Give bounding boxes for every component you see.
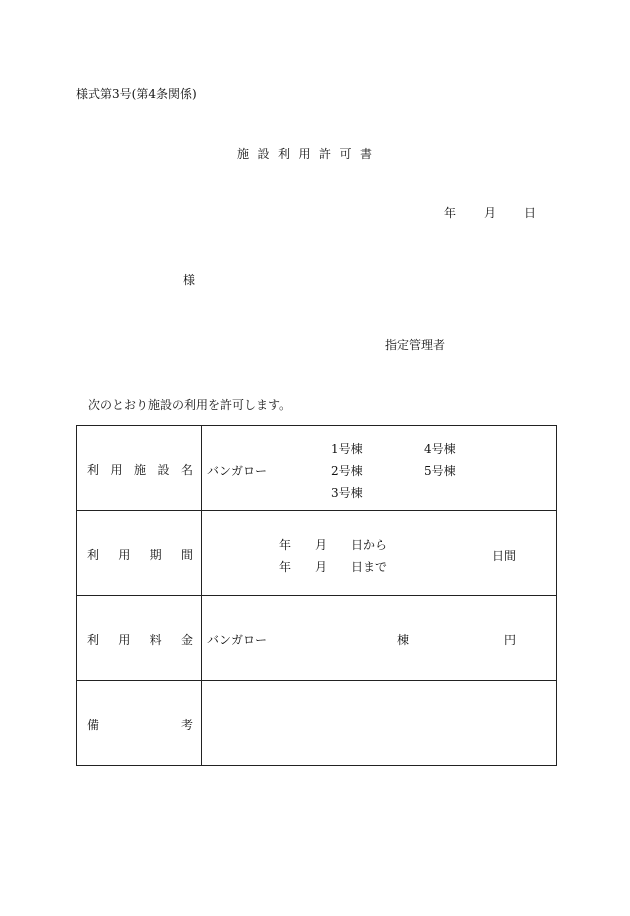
- label-char: 設: [157, 463, 170, 477]
- row-label: [87, 461, 193, 478]
- label-char: 利: [87, 548, 100, 562]
- date-month: 月: [484, 206, 497, 220]
- row-label: [87, 546, 193, 563]
- remarks-cell: [201, 681, 556, 765]
- unit-option: 4号棟: [424, 442, 456, 456]
- label-char: 間: [180, 548, 193, 562]
- unit-option: 3号棟: [331, 486, 363, 500]
- unit-option: 5号棟: [424, 464, 456, 478]
- row-usage-period: [77, 511, 556, 596]
- row-label: [87, 631, 193, 648]
- from-year: 年: [279, 538, 292, 552]
- issuer-label: 指定管理者: [385, 338, 446, 352]
- label-char: 利: [87, 633, 100, 647]
- from-month: 月: [315, 538, 328, 552]
- recipient-honorific: 様: [183, 273, 196, 287]
- facility-name-cell: [201, 426, 556, 510]
- label-char: 施: [133, 463, 146, 477]
- row-remarks: [77, 681, 556, 765]
- to-year: 年: [279, 560, 292, 574]
- label-char: 用: [118, 548, 131, 562]
- count-unit: 棟: [397, 633, 410, 647]
- usage-period-cell: [201, 511, 556, 595]
- label-char: 備: [87, 718, 100, 732]
- document-title: 施設利用許可書: [237, 147, 381, 161]
- intro-text: 次のとおり施設の利用を許可します。: [88, 398, 292, 412]
- issue-date: [444, 204, 536, 221]
- fee-facility-type: バンガロー: [207, 633, 268, 647]
- usage-fee-cell: [201, 596, 556, 680]
- label-char: 用: [118, 633, 131, 647]
- unit-option: 1号棟: [331, 442, 363, 456]
- date-day: 日: [524, 206, 537, 220]
- currency-unit: 円: [504, 633, 517, 647]
- date-year: 年: [444, 206, 457, 220]
- label-char: 利: [87, 463, 100, 477]
- row-label: [87, 716, 193, 733]
- label-char: 考: [180, 718, 193, 732]
- label-char: 期: [149, 548, 162, 562]
- label-char: 金: [180, 633, 193, 647]
- label-char: 名: [180, 463, 193, 477]
- row-facility-name: [77, 426, 556, 511]
- to-month: 月: [315, 560, 328, 574]
- from-day: 日から: [351, 538, 388, 552]
- label-char: 用: [110, 463, 123, 477]
- label-char: 料: [149, 633, 162, 647]
- to-day: 日まで: [351, 560, 388, 574]
- form-number: 様式第3号(第4条関係): [76, 87, 197, 101]
- days-unit: 日間: [492, 549, 517, 563]
- permit-table: [76, 425, 557, 766]
- unit-option: 2号棟: [331, 464, 363, 478]
- facility-type: バンガロー: [207, 464, 268, 478]
- row-usage-fee: [77, 596, 556, 681]
